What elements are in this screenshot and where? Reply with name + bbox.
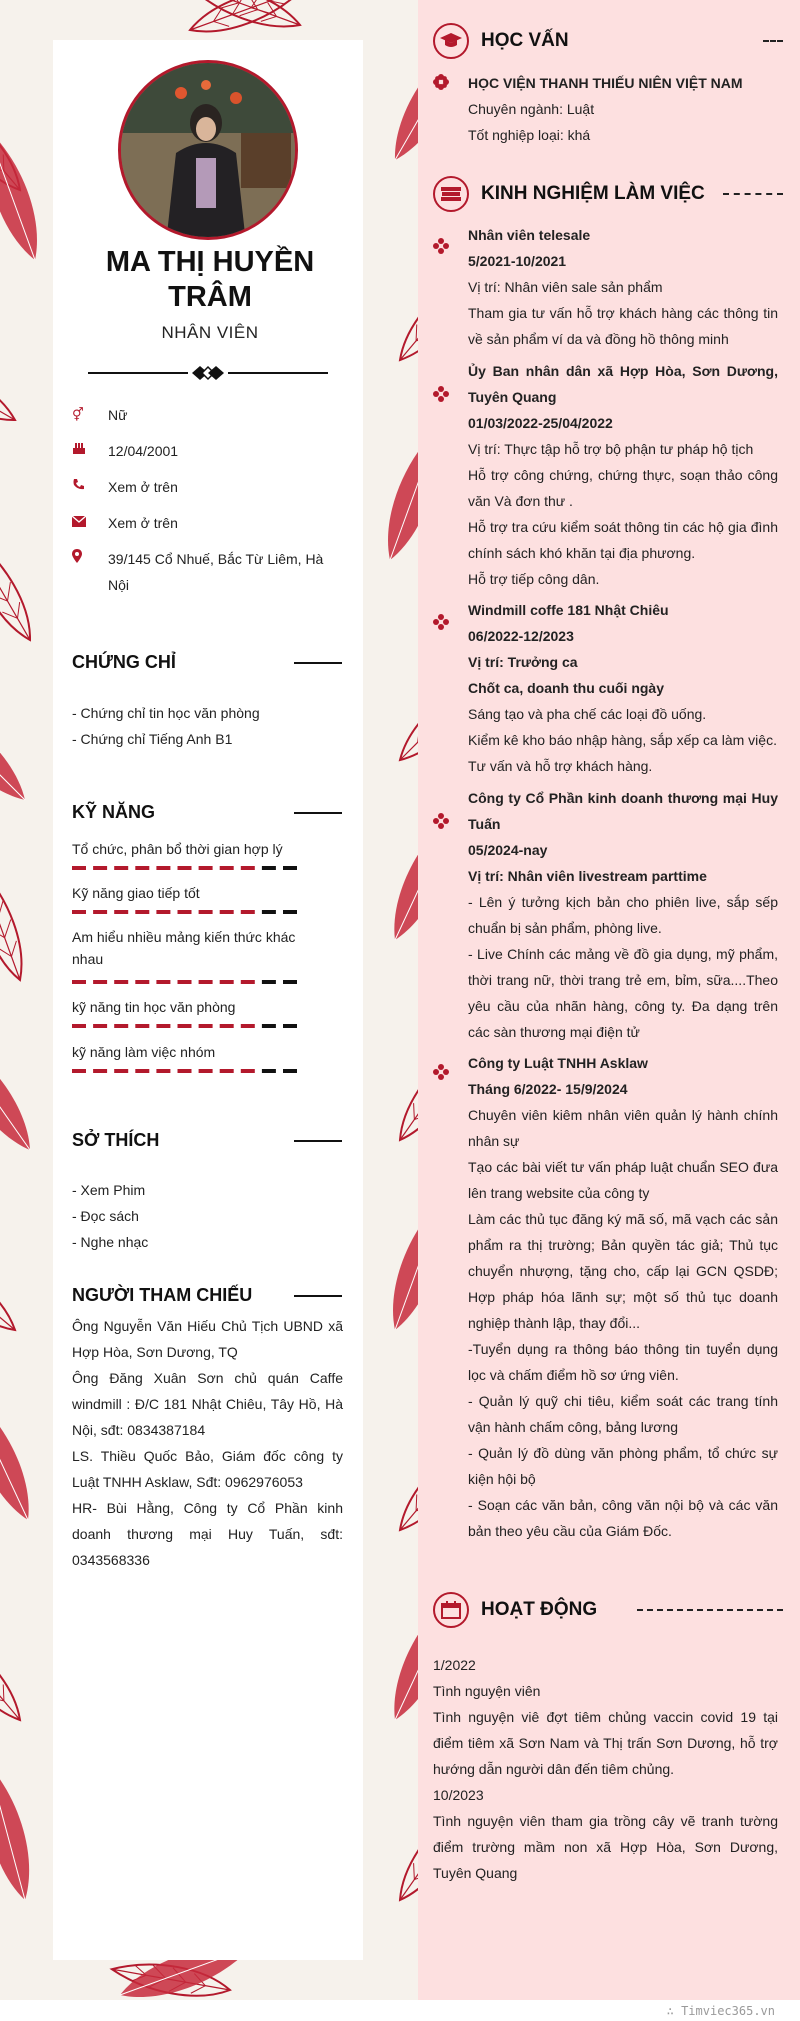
skill-bar xyxy=(72,1024,297,1028)
skill-bar-segment xyxy=(220,910,234,914)
skill-bar-segment xyxy=(72,910,86,914)
skill-bar-segment xyxy=(241,980,255,984)
gender-icon: ⚥ xyxy=(72,407,84,422)
skill-bar-segment xyxy=(114,910,128,914)
activities-list: 1/2022 Tình nguyện viên Tình nguyện viê đợt tiêm chủng vaccin covid 19 tại điểm tiêm xã Sơn Nam và Thị trấn Sơn Dương, hỗ trợ hướng dẫn người dân đến tiêm chủng. 10/2023 Tình nguyện viên tham gia trồng cây vẽ tranh tường điểm trường mầm non xã Hợp Hòa, Sơn Dương, Tuyên Quang xyxy=(433,1657,778,1881)
skill-bar-segment xyxy=(262,1024,276,1028)
hobbies-list xyxy=(72,1177,342,1255)
skill-bar-segment xyxy=(114,866,128,870)
skill-bar-segment xyxy=(72,1024,86,1028)
skill-bar-segment xyxy=(220,980,234,984)
skill-label: Kỹ năng giao tiếp tốt xyxy=(72,885,200,901)
bullet-flower-icon xyxy=(433,386,449,402)
skill-bar-segment xyxy=(93,866,107,870)
skill-label: kỹ năng tin học văn phòng xyxy=(72,999,236,1015)
name-divider xyxy=(88,363,328,383)
hobbies-title: SỞ THÍCH xyxy=(72,1130,342,1151)
skill-bar xyxy=(72,910,297,914)
skill-bar-segment xyxy=(283,1024,297,1028)
skill-bar-segment xyxy=(135,1069,149,1073)
school-name: HỌC VIỆN THANH THIẾU NIÊN VIỆT NAM xyxy=(468,75,743,91)
list-item: - Nghe nhạc xyxy=(72,1234,149,1250)
references-list xyxy=(72,1313,343,1573)
job-entry: Công ty Cổ Phần kinh doanh thương mại Huy Tuấn 05/2024-nay Vị trí: Nhân viên livestream parttime - Lên ý tưởng kịch bản cho phiên live, sắp sếp chuẩn bị sản phẩm, phòng live. - Live Chính các mảng về đồ gia dụng, mỹ phẩm, thời trang nữ, thời trang trẻ em, bỉm, sữa....Theo yêu cầu của nhãn hàng, công ty. Đa dạng trên các sàn thương mại điện tử xyxy=(468,790,778,1040)
bullet-flower-icon xyxy=(433,614,449,630)
job-entry: Công ty Luật TNHH Asklaw Tháng 6/2022- 15/9/2024 Chuyên viên kiêm nhân viên quản lý hành chính nhân sự Tạo các bài viết tư vấn pháp luật chuẩn SEO đưa lên trang website của công ty Làm các thủ tục đăng ký mã số, mã vạch các sản phẩm ra thị trường; Bản quyền tác giả; Thủ tục chuyển nhượng, tặng cho, cấp lại GCN QSDĐ; Hợp pháp hóa lãnh sự; một số thủ tục doanh nghiệp thành lập, thay đổi... -Tuyển dụng ra thông báo thông tin tuyển dụng lọc và chấm điểm hồ sơ ứng viên. - Quản lý quỹ chi tiêu, kiểm soát các trang tính vận hành chấm công, bảng lương - Quản lý đồ dùng văn phòng phẩm, tổ chức sự kiện hội bộ - Soạn các văn bản, công văn nội bộ và các văn bản theo yêu cầu của Giám Đốc. xyxy=(468,1055,778,1539)
envelope-icon xyxy=(72,510,108,536)
skill-bar-segment xyxy=(156,866,170,870)
skill-bar-segment xyxy=(114,980,128,984)
skill-bar-segment xyxy=(156,980,170,984)
profile-photo xyxy=(118,60,298,240)
bullet-flower-icon xyxy=(433,813,449,829)
skill-bar-segment xyxy=(283,910,297,914)
education-header: HỌC VẤN xyxy=(433,23,783,59)
skill-bar-segment xyxy=(135,1024,149,1028)
contact-birthday: 12/04/2001 xyxy=(72,438,342,464)
reference-item: HR- Bùi Hằng, Công ty Cổ Phần kinh doanh thương mại Huy Tuấn, sđt: 0343568336 xyxy=(72,1500,343,1568)
skill-bar xyxy=(72,866,297,870)
skill-bar-segment xyxy=(156,1024,170,1028)
skill-bar-segment xyxy=(72,980,86,984)
skill-bar-segment xyxy=(283,866,297,870)
skill-label: kỹ năng làm việc nhóm xyxy=(72,1044,216,1060)
skill-bar-segment xyxy=(93,1069,107,1073)
skill-bar-segment xyxy=(156,910,170,914)
skill-bar xyxy=(72,980,297,984)
skill-bar-segment xyxy=(178,866,192,870)
skill-bar-segment xyxy=(93,980,107,984)
skill-bar-segment xyxy=(199,910,213,914)
list-item: - Chứng chỉ Tiếng Anh B1 xyxy=(72,731,233,747)
job-entry: Nhân viên telesale 5/2021-10/2021 Vị trí: Nhân viên sale sản phẩm Tham gia tư vấn hỗ trợ khách hàng các thông tin về sản phẩm ví da và đồng hồ thông minh xyxy=(468,227,778,347)
candidate-name: MA THỊ HUYỀN TRÂM xyxy=(105,246,315,313)
skill-bar-segment xyxy=(93,1024,107,1028)
birthday-cake-icon xyxy=(72,438,108,464)
skill-bar-segment xyxy=(199,1024,213,1028)
skill-bar-segment xyxy=(241,866,255,870)
books-icon xyxy=(433,176,469,212)
reference-item: LS. Thiều Quốc Bảo, Giám đốc công ty Luật TNHH Asklaw, Sđt: 0962976053 xyxy=(72,1448,343,1490)
skill-bar-segment xyxy=(283,980,297,984)
skill-bar-segment xyxy=(199,1069,213,1073)
contact-address: 39/145 Cổ Nhuế, Bắc Từ Liêm, Hà Nội xyxy=(72,546,342,598)
skill-bar-segment xyxy=(114,1024,128,1028)
skill-bar-segment xyxy=(220,1024,234,1028)
skill-bar-segment xyxy=(72,1069,86,1073)
references-title: NGƯỜI THAM CHIẾU xyxy=(72,1285,342,1306)
list-item: - Đọc sách xyxy=(72,1208,139,1224)
reference-item: Ông Đăng Xuân Sơn chủ quán Caffe windmill : Đ/C 181 Nhật Chiêu, Tây Hồ, Hà Nội, sđt: 0834387184 xyxy=(72,1370,343,1438)
job-entry: Windmill coffe 181 Nhật Chiêu 06/2022-12/2023 Vị trí: Trưởng ca Chốt ca, doanh thu cuối ngày Sáng tạo và pha chế các loại đồ uống. Kiểm kê kho báo nhập hàng, sắp xếp ca làm việc. Tư vấn và hỗ trợ khách hàng. xyxy=(468,602,777,774)
skill-bar-segment xyxy=(241,910,255,914)
skill-bar-segment xyxy=(199,980,213,984)
job-entry: Ủy Ban nhân dân xã Hợp Hòa, Sơn Dương, Tuyên Quang 01/03/2022-25/04/2022 Vị trí: Thực tập hỗ trợ bộ phận tư pháp hộ tịch Hỗ trợ công chứng, chứng thực, soạn thảo công văn Và đơn thư . Hỗ trợ tra cứu kiểm soát thông tin các hộ gia đình chính sách khó khăn tại địa phương. Hỗ trợ tiếp công dân. xyxy=(468,363,778,587)
experience-header: KINH NGHIỆM LÀM VIỆC xyxy=(433,176,783,212)
skill-bar-segment xyxy=(220,866,234,870)
skill-bar-segment xyxy=(178,1069,192,1073)
skill-bar-segment xyxy=(241,1024,255,1028)
certificates-list xyxy=(72,700,342,752)
footer-watermark: ∴ Timviec365.vn xyxy=(666,2004,775,2018)
bullet-flower-icon xyxy=(433,238,449,254)
skill-label: Tổ chức, phân bổ thời gian hợp lý xyxy=(72,841,283,857)
skill-bar-segment xyxy=(135,866,149,870)
skills-title: KỸ NĂNG xyxy=(72,802,342,823)
graduation-cap-icon xyxy=(433,23,469,59)
skill-bar-segment xyxy=(156,1069,170,1073)
candidate-role: NHÂN VIÊN xyxy=(161,323,259,342)
skill-bar-segment xyxy=(178,1024,192,1028)
location-pin-icon xyxy=(72,546,108,598)
skill-label: Am hiểu nhiều mảng kiến thức khác nhau xyxy=(72,929,296,967)
contact-email: Xem ở trên xyxy=(72,510,342,536)
skill-bar-segment xyxy=(262,980,276,984)
skill-bar-segment xyxy=(72,866,86,870)
certificates-title: CHỨNG CHỈ xyxy=(72,652,342,673)
list-item: - Xem Phim xyxy=(72,1182,146,1198)
skill-bar-segment xyxy=(262,1069,276,1073)
list-item: - Chứng chỉ tin học văn phòng xyxy=(72,705,260,721)
skill-bar-segment xyxy=(262,866,276,870)
skill-bar-segment xyxy=(199,866,213,870)
skill-bar-segment xyxy=(93,910,107,914)
skill-bar-segment xyxy=(135,910,149,914)
skill-bar-segment xyxy=(178,980,192,984)
skill-bar-segment xyxy=(262,910,276,914)
phone-icon xyxy=(72,474,108,500)
bullet-flower-icon xyxy=(433,74,449,90)
skill-bar-segment xyxy=(283,1069,297,1073)
activities-header: HOẠT ĐỘNG xyxy=(433,1592,783,1628)
contact-gender: ⚥ Nữ xyxy=(72,402,342,428)
bullet-flower-icon xyxy=(433,1064,449,1080)
skill-bar-segment xyxy=(241,1069,255,1073)
skill-bar-segment xyxy=(135,980,149,984)
calendar-icon xyxy=(433,1592,469,1628)
skill-bar-segment xyxy=(178,910,192,914)
contact-phone: Xem ở trên xyxy=(72,474,342,500)
skill-bar-segment xyxy=(220,1069,234,1073)
reference-item: Ông Nguyễn Văn Hiếu Chủ Tịch UBND xã Hợp Hòa, Sơn Dương, TQ xyxy=(72,1318,343,1360)
skill-bar xyxy=(72,1069,297,1073)
education-entry: HỌC VIỆN THANH THIẾU NIÊN VIỆT NAM Chuyên ngành: Luật Tốt nghiệp loại: khá xyxy=(468,70,778,148)
skill-bar-segment xyxy=(114,1069,128,1073)
